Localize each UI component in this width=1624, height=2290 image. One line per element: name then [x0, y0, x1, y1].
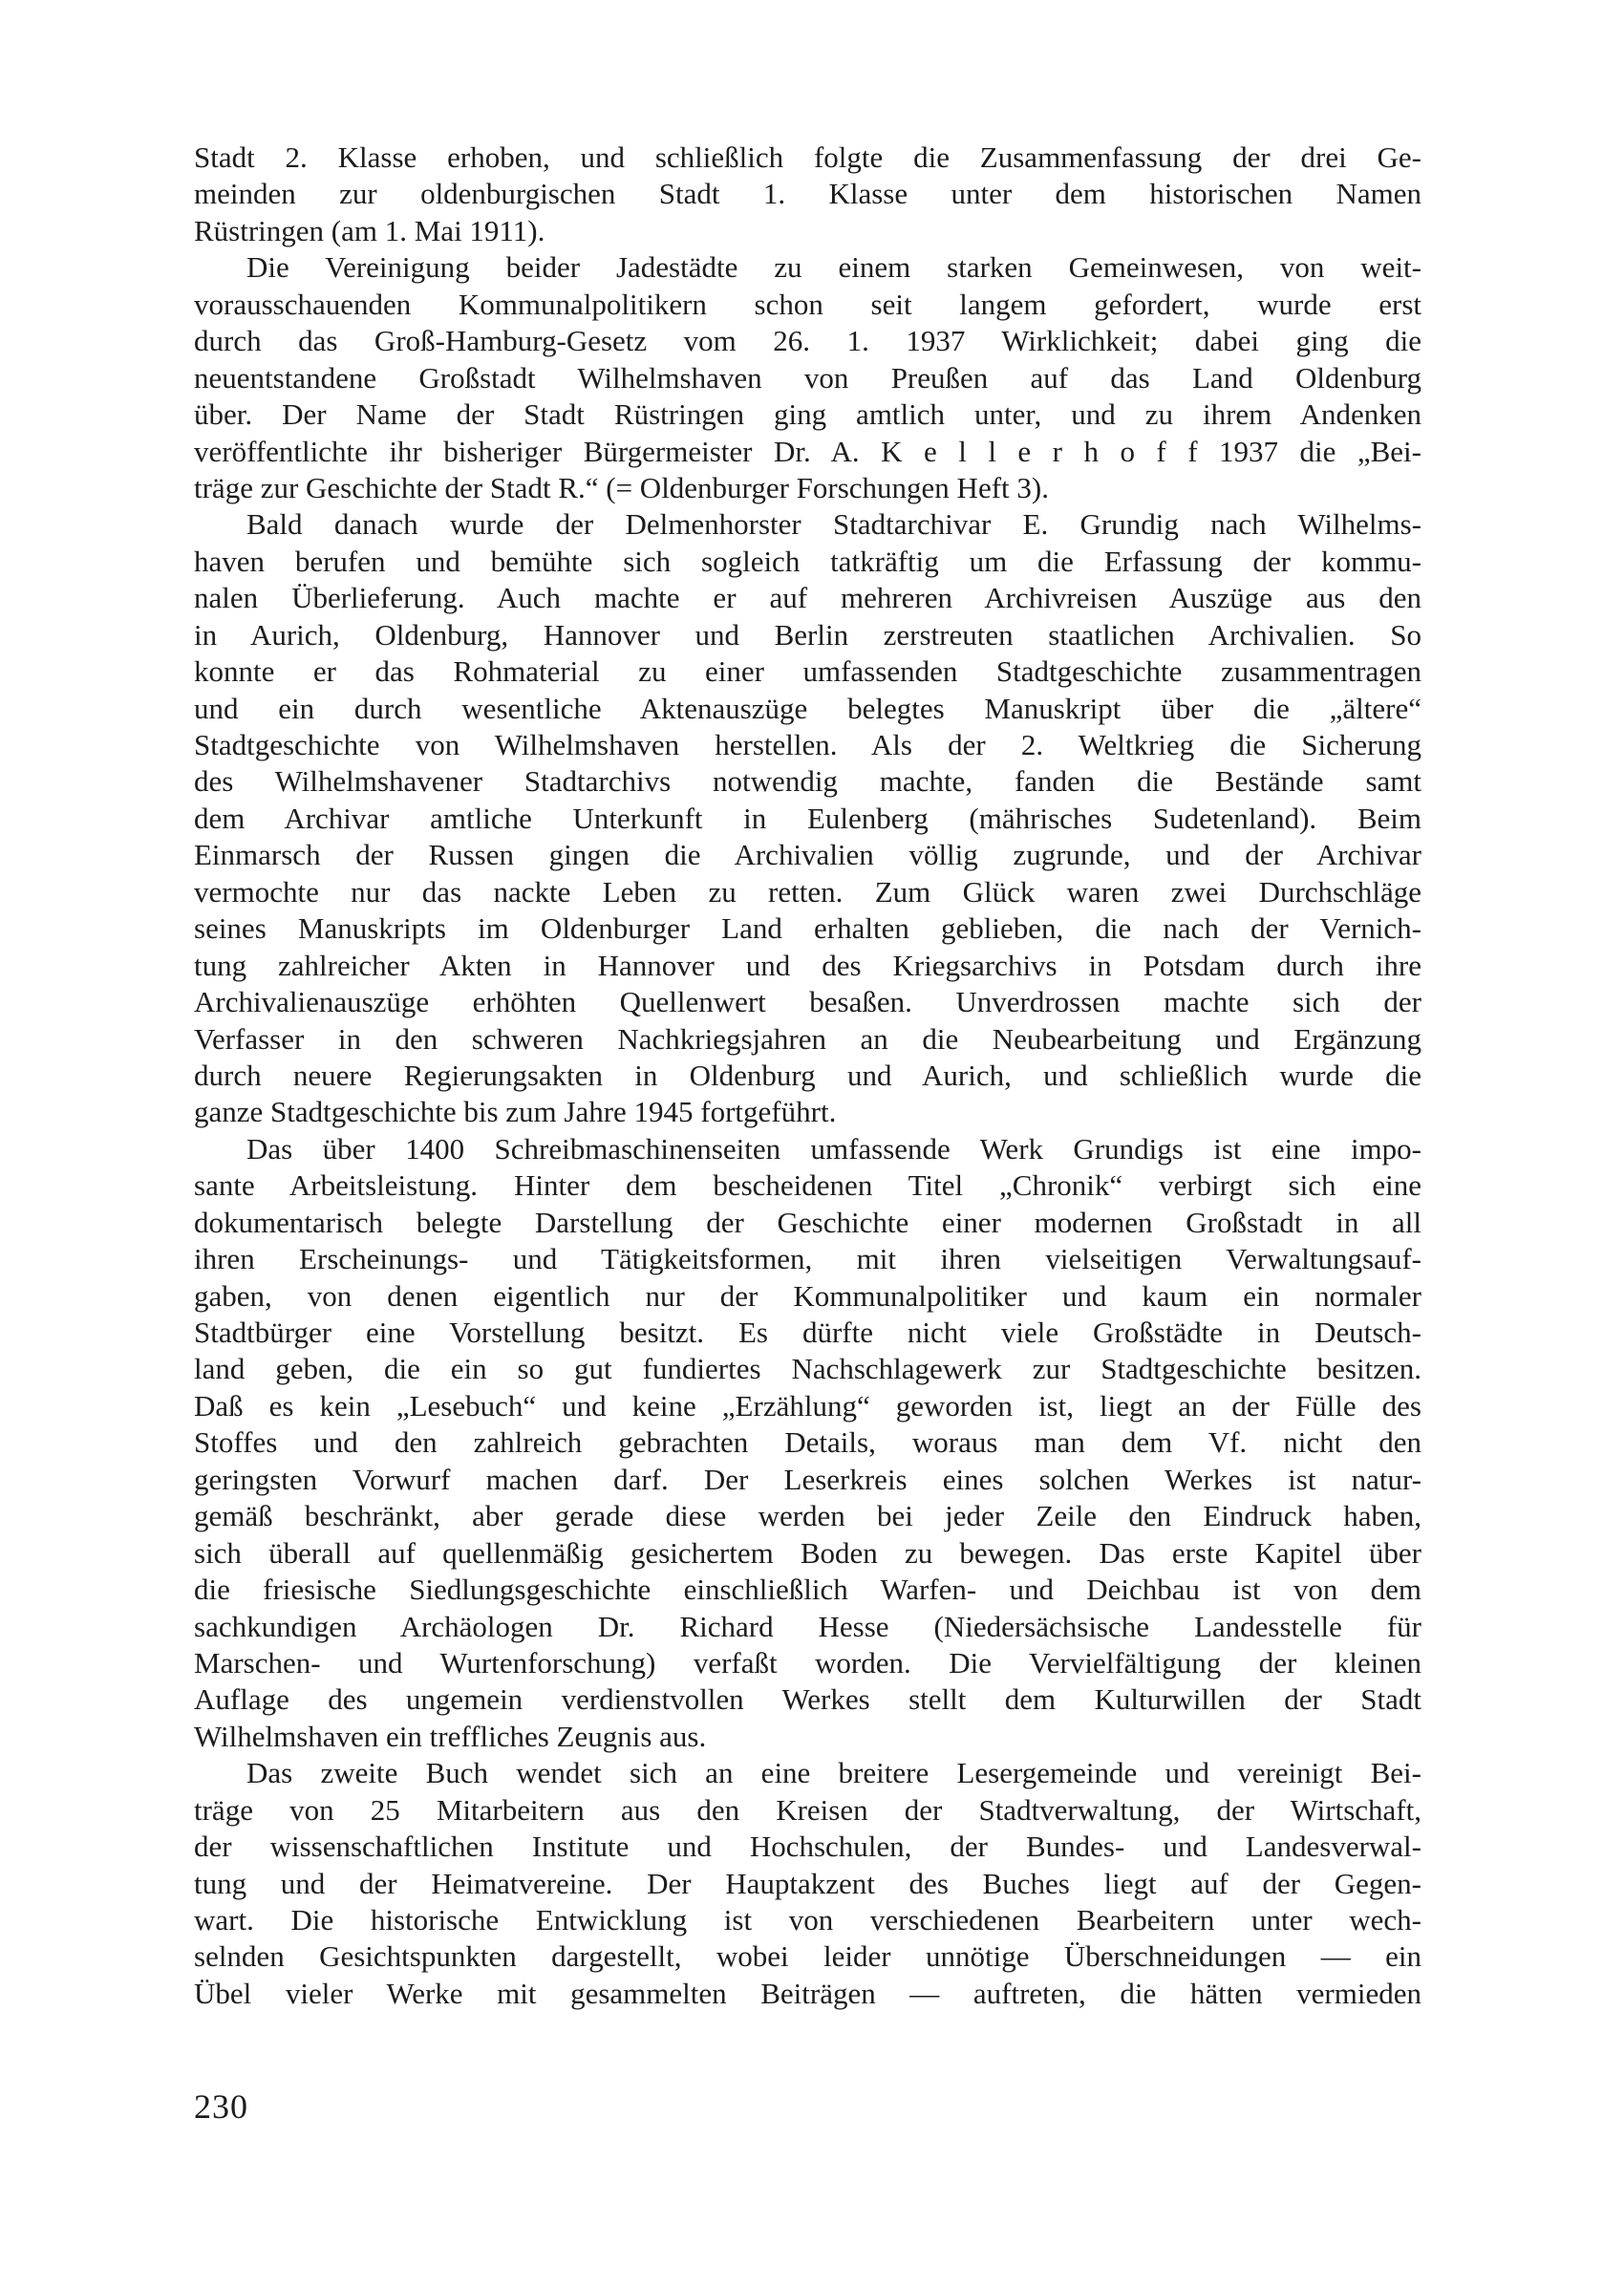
text-line: sachkundigen Archäologen Dr. Richard Hesse (Niedersächsische Landesstelle für	[194, 1609, 1421, 1643]
text-line: tung und der Heimatvereine. Der Hauptakzent des Buches liegt auf der Gegen-	[194, 1866, 1421, 1900]
text-line: Verfasser in den schweren Nachkriegsjahren an die Neubearbeitung und Ergänzung	[194, 1021, 1421, 1056]
text-line: Marschen- und Wurtenforschung) verfaßt worden. Die Vervielfältigung der kleinen	[194, 1645, 1421, 1680]
text-line: Archivalienauszüge erhöhten Quellenwert besaßen. Unverdrossen machte sich der	[194, 985, 1421, 1019]
paragraph	[194, 1131, 1421, 1755]
text-line: durch neuere Regierungsakten in Oldenburg und Aurich, und schließlich wurde die	[194, 1058, 1421, 1092]
text-line: Auflage des ungemein verdienstvollen Werkes stellt dem Kulturwillen der Stadt	[194, 1682, 1421, 1717]
text-line: träge von 25 Mitarbeitern aus den Kreisen der Stadtverwaltung, der Wirtschaft,	[194, 1792, 1421, 1827]
text-line: gemäß beschränkt, aber gerade diese werden bei jeder Zeile den Eindruck haben,	[194, 1499, 1421, 1533]
text-line: durch das Groß-Hamburg-Gesetz vom 26. 1. 1937 Wirklichkeit; dabei ging die	[194, 324, 1421, 358]
text-line: konnte er das Rohmaterial zu einer umfassenden Stadtgeschichte zusammentragen	[194, 654, 1421, 689]
paragraph	[194, 139, 1421, 249]
text-line: haven berufen und bemühte sich sogleich tatkräftig um die Erfassung der kommu-	[194, 544, 1421, 578]
text-line: veröffentlichte ihr bisheriger Bürgermeister Dr. A. K e l l e r h o f f 1937 die „Bei-	[194, 434, 1421, 468]
text-line: Rüstringen (am 1. Mai 1911).	[194, 213, 545, 247]
text-line: ihren Erscheinungs- und Tätigkeitsformen, mit ihren vielseitigen Verwaltungsauf-	[194, 1242, 1421, 1276]
text-line: in Aurich, Oldenburg, Hannover und Berlin zerstreuten staatlichen Archivalien. So	[194, 617, 1421, 652]
text-line: seines Manuskripts im Oldenburger Land erhalten geblieben, die nach der Vernich-	[194, 911, 1421, 946]
paragraph	[194, 249, 1421, 506]
text-line: Daß es kein „Lesebuch“ und keine „Erzählung“ geworden ist, liegt an der Fülle des	[194, 1388, 1421, 1423]
text-line: meinden zur oldenburgischen Stadt 1. Klasse unter dem historischen Namen	[194, 177, 1421, 211]
page-number: 230	[194, 2087, 248, 2126]
text-line: wart. Die historische Entwicklung ist von verschiedenen Bearbeitern unter wech-	[194, 1903, 1421, 1937]
text-line: geringsten Vorwurf machen darf. Der Leserkreis eines solchen Werkes ist natur-	[194, 1462, 1421, 1496]
text-line: gaben, von denen eigentlich nur der Kommunalpolitiker und kaum ein normaler	[194, 1278, 1421, 1313]
text-line: träge zur Geschichte der Stadt R.“ (= Oldenburger Forschungen Heft 3).	[194, 470, 1049, 504]
text-line: land geben, die ein so gut fundiertes Nachschlagewerk zur Stadtgeschichte besitzen.	[194, 1352, 1421, 1386]
text-line: nalen Überlieferung. Auch machte er auf mehreren Archivreisen Auszüge aus den	[194, 581, 1421, 615]
text-line: Wilhelmshaven ein treffliches Zeugnis aus.	[194, 1719, 707, 1753]
text-line: selnden Gesichtspunkten dargestellt, wobei leider unnötige Überschneidungen — ein	[194, 1939, 1421, 1974]
text-line: ganze Stadtgeschichte bis zum Jahre 1945 fortgeführt.	[194, 1095, 837, 1129]
text-line: der wissenschaftlichen Institute und Hochschulen, der Bundes- und Landesverwal-	[194, 1830, 1421, 1864]
text-line: die friesische Siedlungsgeschichte einschließlich Warfen- und Deichbau ist von dem	[194, 1573, 1421, 1607]
text-line: Stadtbürger eine Vorstellung besitzt. Es dürfte nicht viele Großstädte in Deutsch-	[194, 1316, 1421, 1349]
text-line: dem Archivar amtliche Unterkunft in Eulenberg (mährisches Sudetenland). Beim	[194, 801, 1421, 835]
text-line: Stoffes und den zahlreich gebrachten Details, woraus man dem Vf. nicht den	[194, 1425, 1421, 1460]
text-line: sante Arbeitsleistung. Hinter dem bescheidenen Titel „Chronik“ verbirgt sich eine	[194, 1168, 1421, 1203]
paragraph	[194, 1755, 1421, 2012]
text-line: sich überall auf quellenmäßig gesichertem Boden zu bewegen. Das erste Kapitel über	[194, 1535, 1421, 1570]
text-line: Stadt 2. Klasse erhoben, und schließlich folgte die Zusammenfassung der drei Ge-	[194, 140, 1421, 174]
text-line: vorausschauenden Kommunalpolitikern schon seit langem gefordert, wurde erst	[194, 287, 1421, 321]
body-text	[194, 139, 1421, 2012]
text-line: neuentstandene Großstadt Wilhelmshaven von Preußen auf das Land Oldenburg	[194, 360, 1421, 395]
text-line: des Wilhelmshavener Stadtarchivs notwendig machte, fanden die Bestände samt	[194, 764, 1421, 799]
text-line: und ein durch wesentliche Aktenauszüge belegtes Manuskript über die „ältere“	[194, 691, 1421, 725]
text-line: Übel vieler Werke mit gesammelten Beiträgen — auftreten, die hätten vermieden	[194, 1976, 1421, 2010]
text-line: dokumentarisch belegte Darstellung der Geschichte einer modernen Großstadt in all	[194, 1205, 1421, 1239]
text-line: Bald danach wurde der Delmenhorster Stadtarchivar E. Grundig nach Wilhelms-	[246, 507, 1421, 542]
text-line: Das über 1400 Schreibmaschinenseiten umfassende Werk Grundigs ist eine impo-	[246, 1131, 1421, 1166]
text-line: Das zweite Buch wendet sich an eine breitere Lesergemeinde und vereinigt Bei-	[246, 1756, 1421, 1790]
text-line: tung zahlreicher Akten in Hannover und des Kriegsarchivs in Potsdam durch ihre	[194, 948, 1421, 982]
text-line: Stadtgeschichte von Wilhelmshaven herstellen. Als der 2. Weltkrieg die Sicherung	[194, 728, 1421, 761]
text-line: über. Der Name der Stadt Rüstringen ging amtlich unter, und zu ihrem Andenken	[194, 397, 1421, 432]
text-line: Einmarsch der Russen gingen die Archivalien völlig zugrunde, und der Archivar	[194, 838, 1421, 872]
paragraph	[194, 506, 1421, 1130]
text-line: Die Vereinigung beider Jadestädte zu einem starken Gemeinwesen, von weit-	[246, 250, 1421, 285]
text-line: vermochte nur das nackte Leben zu retten. Zum Glück waren zwei Durchschläge	[194, 874, 1421, 909]
